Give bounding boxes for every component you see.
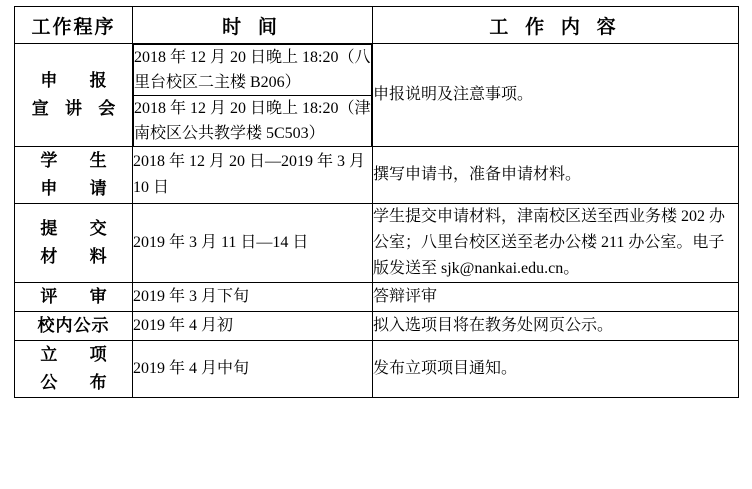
row-program-line: 校内公示: [37, 316, 110, 335]
table-body: [15, 44, 739, 398]
row-program-line: 评 审: [40, 287, 121, 306]
row-program-line: 申 请: [40, 179, 121, 198]
table-row: [15, 147, 739, 204]
row-program-line: 材 料: [40, 247, 121, 266]
table-header: [15, 7, 739, 44]
row-content-cell: 撰写申请书，准备申请材料。: [373, 147, 739, 204]
row-program-line: 提 交: [40, 219, 121, 238]
row-time-cell: [133, 44, 373, 147]
row-time-cell: 2019 年 3 月下旬: [133, 283, 373, 312]
row-program-cell: [15, 147, 133, 204]
schedule-table: [14, 6, 739, 398]
time-subrow: [134, 45, 372, 96]
time-subcell: 2018 年 12 月 20 日晚上 18:20（八里台校区二主楼 B206）: [134, 45, 372, 96]
row-program-line: 申 报: [40, 71, 121, 90]
table-row: [15, 283, 739, 312]
column-header-content: 工 作 内 容: [373, 7, 739, 44]
row-time-cell: 2019 年 4 月初: [133, 312, 373, 341]
row-program-cell: [15, 283, 133, 312]
row-program-cell: [15, 204, 133, 283]
row-program-line: 宣 讲 会: [31, 99, 122, 118]
row-program-line: 公 布: [40, 373, 121, 392]
table-row: [15, 204, 739, 283]
row-time-cell: 2018 年 12 月 20 日—2019 年 3 月 10 日: [133, 147, 373, 204]
table-row: [15, 312, 739, 341]
column-header-program: 工作程序: [15, 7, 133, 44]
table-row: [15, 44, 739, 147]
time-subcell: 2018 年 12 月 20 日晚上 18:20（津南校区公共教学楼 5C503）: [134, 96, 372, 147]
row-content-cell: 拟入选项目将在教务处网页公示。: [373, 312, 739, 341]
time-subtable: [133, 44, 372, 146]
table-header-row: [15, 7, 739, 44]
row-program-line: 立 项: [40, 345, 121, 364]
row-content-cell: 答辩评审: [373, 283, 739, 312]
row-content-cell: 申报说明及注意事项。: [373, 44, 739, 147]
row-time-cell: 2019 年 3 月 11 日—14 日: [133, 204, 373, 283]
column-header-time: 时 间: [133, 7, 373, 44]
row-content-cell: 学生提交申请材料，津南校区送至西业务楼 202 办公室；八里台校区送至老办公楼 211 办公室。电子版发送至 sjk@nankai.edu.cn。: [373, 204, 739, 283]
table-row: [15, 341, 739, 398]
row-program-cell: [15, 341, 133, 398]
row-time-cell: 2019 年 4 月中旬: [133, 341, 373, 398]
row-program-line: 学 生: [40, 151, 121, 170]
document-page: [0, 6, 752, 489]
row-program-cell: [15, 312, 133, 341]
row-content-cell: 发布立项项目通知。: [373, 341, 739, 398]
row-program-cell: [15, 44, 133, 147]
time-subrow: [134, 96, 372, 147]
